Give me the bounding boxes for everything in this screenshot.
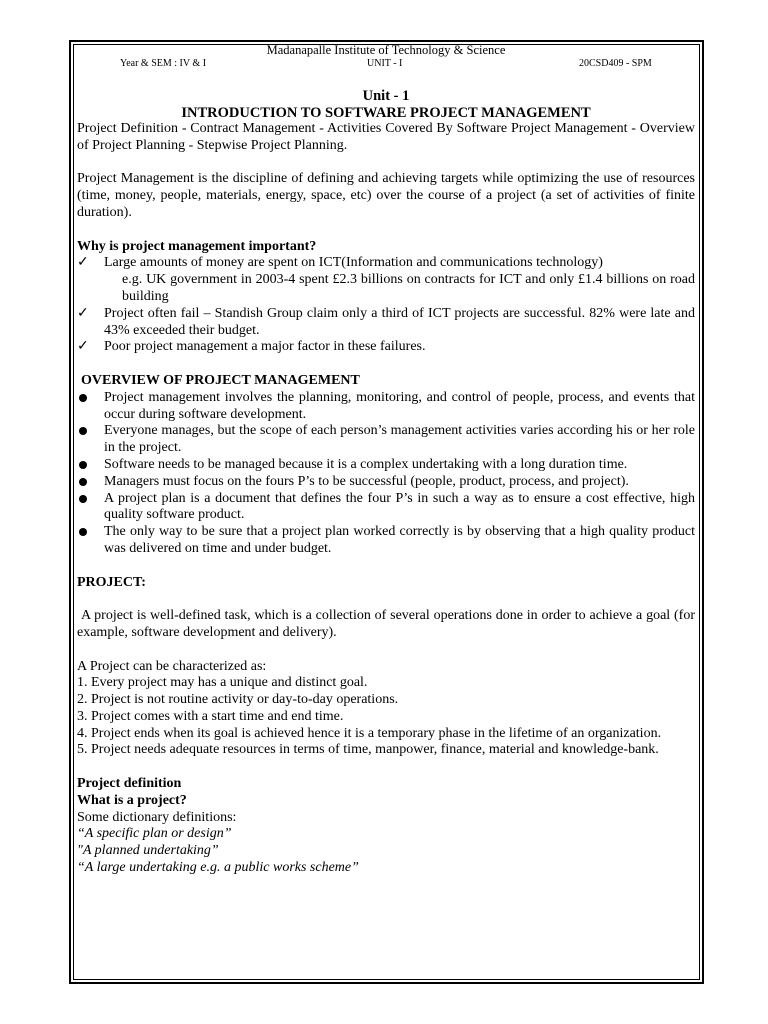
what-heading: What is a project? bbox=[77, 792, 187, 808]
header-institute: Madanapalle Institute of Technology & Science bbox=[266, 43, 506, 57]
why-list bbox=[77, 255, 695, 272]
document-page bbox=[77, 43, 695, 877]
bullet-icon bbox=[79, 394, 87, 402]
list-item: ✓ Project often fail – Standish Group claim only a third of ICT projects are successful. 82% were late and 43% exceeded their budget. bbox=[77, 305, 695, 338]
list-item: ✓ Large amounts of money are spent on ICT(Information and communications technology) bbox=[77, 255, 603, 271]
checkmark-icon: ✓ bbox=[77, 255, 89, 271]
header-course-code: 20CSD409 - SPM bbox=[579, 58, 652, 69]
dictionary-intro: Some dictionary definitions: bbox=[77, 809, 237, 825]
project-paragraph: A project is well-defined task, which is a collection of several operations done in order to achieve a goal (for example, software development and delivery). bbox=[77, 608, 695, 640]
checkmark-icon: ✓ bbox=[77, 339, 89, 355]
bullet-icon bbox=[79, 528, 87, 536]
characterized-item: 4. Project ends when its goal is achieved hence it is a temporary phase in the lifetime of an organization. bbox=[77, 725, 662, 741]
definition-heading: Project definition bbox=[77, 776, 182, 792]
bullet-icon bbox=[79, 461, 87, 469]
list-item: Software needs to be managed because it is a complex undertaking with a long duration time. bbox=[77, 457, 695, 474]
definition-item: “A specific plan or design” bbox=[77, 826, 232, 842]
project-heading: PROJECT: bbox=[77, 574, 146, 590]
intro-paragraph: Project Management is the discipline of defining and achieving targets while optimizing the use of resources (time, money, people, materials, energy, space, etc) over the course of a project (a set of activities of finite duration). bbox=[77, 171, 695, 220]
overview-heading: OVERVIEW OF PROJECT MANAGEMENT bbox=[81, 372, 360, 388]
unit-title: INTRODUCTION TO SOFTWARE PROJECT MANAGEMENT bbox=[181, 105, 591, 121]
list-item: Managers must focus on the fours P’s to be successful (people, product, process, and project). bbox=[77, 474, 695, 491]
characterized-intro: A Project can be characterized as: bbox=[77, 658, 267, 674]
unit-heading: Unit - 1 bbox=[362, 88, 410, 104]
bullet-icon bbox=[79, 427, 87, 435]
overview-list bbox=[77, 390, 695, 558]
definition-item: "A planned undertaking” bbox=[77, 843, 219, 859]
header-year-sem: Year & SEM : IV & I bbox=[120, 58, 207, 69]
checkmark-icon: ✓ bbox=[77, 305, 89, 321]
why-sub-note: e.g. UK government in 2003-4 spent £2.3 billions on contracts for ICT and only £1.4 billions on road building bbox=[122, 272, 695, 304]
header-meta bbox=[77, 57, 695, 71]
characterized-item: 5. Project needs adequate resources in terms of time, manpower, finance, material and knowledge-bank. bbox=[77, 742, 659, 758]
bullet-icon bbox=[79, 495, 87, 503]
topics-paragraph: Project Definition - Contract Management - Activities Covered By Software Project Management - Overview of Project Planning - Stepwise Project Planning. bbox=[77, 121, 695, 153]
list-item: Project management involves the planning, monitoring, and control of people, process, and events that occur during software development. bbox=[77, 390, 695, 424]
list-item: ✓ Poor project management a major factor in these failures. bbox=[77, 339, 426, 355]
definition-item: “A large undertaking e.g. a public works scheme” bbox=[77, 860, 359, 876]
list-item: A project plan is a document that defines the four P’s in such a way as to ensure a cost effective, high quality software product. bbox=[77, 491, 695, 525]
characterized-item: 2. Project is not routine activity or day-to-day operations. bbox=[77, 692, 399, 708]
list-item: Everyone manages, but the scope of each person’s management activities varies according his or her role in the project. bbox=[77, 423, 695, 457]
characterized-item: 3. Project comes with a start time and end time. bbox=[77, 708, 344, 724]
why-heading: Why is project management important? bbox=[77, 238, 317, 254]
characterized-item: 1. Every project may has a unique and distinct goal. bbox=[77, 675, 368, 691]
why-list-continued bbox=[77, 306, 695, 356]
bullet-icon bbox=[79, 478, 87, 486]
list-item: The only way to be sure that a project plan worked correctly is by observing that a high quality product was delivered on time and under budget. bbox=[77, 524, 695, 558]
header-unit: UNIT - I bbox=[367, 58, 403, 69]
